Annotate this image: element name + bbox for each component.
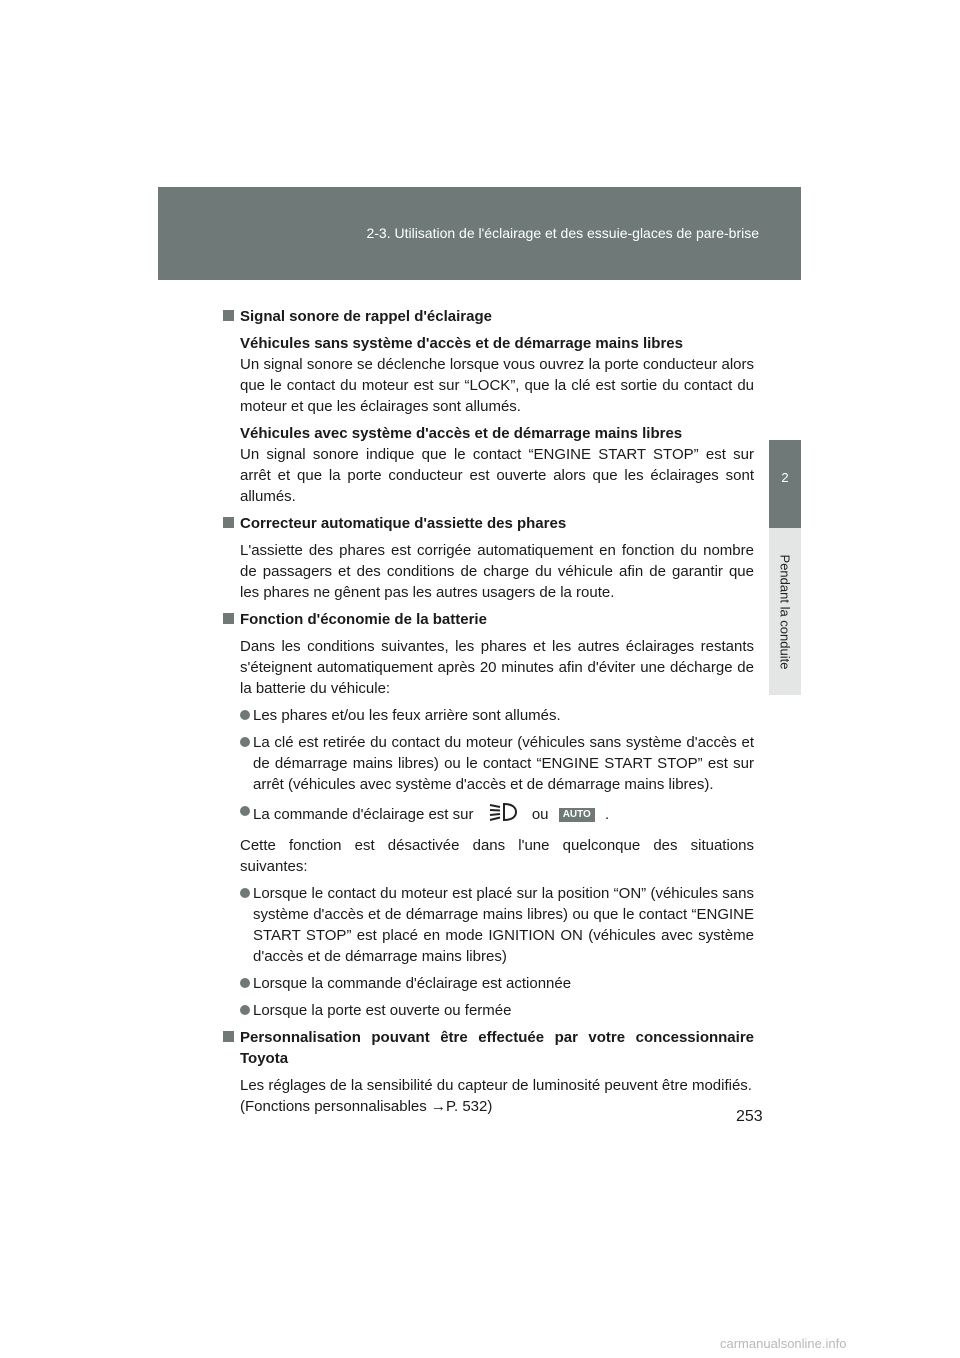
subsection-heading: Véhicules sans système d'accès et de démarrage mains libres [240,335,683,352]
list-item-text: ou [531,805,549,823]
subsection-heading: Véhicules avec système d'accès et de démarrage mains libres [240,425,683,442]
paragraph-text: (Fonctions personnalisables [240,1098,431,1115]
page-content [223,306,754,1123]
watermark: carmanualsonline.info [720,1336,847,1351]
section-heading [223,513,754,534]
paragraph: Dans les conditions suivantes, les phares et les autres éclairages restants s'éteignent automatiquement après 20 minutes afin d'éviter une décharge de la batterie du véhicule: [240,638,754,697]
chapter-header-band [158,187,801,280]
list-item-text: . [605,805,610,823]
section-square-icon [223,613,234,624]
chapter-tab-label: Pendant la conduite [777,554,793,669]
paragraph [223,1075,754,1117]
list-item [223,801,754,829]
chapter-tab [769,440,801,528]
list-item [223,973,754,994]
paragraph: Un signal sonore se déclenche lorsque vous ouvrez la porte conducteur alors que le contact du moteur est sur “LOCK”, que la clé est sortie du contact du moteur et que les éclairages sont allumés. [240,356,754,415]
section-square-icon [223,517,234,528]
page-reference: P. 532) [445,1098,493,1115]
chapter-tab-label-area [769,528,801,695]
paragraph: Cette fonction est désactivée dans l'une quelconque des situations suivantes: [240,837,754,875]
page-number: 253 [736,1108,763,1125]
bullet-dot-icon [240,1005,250,1015]
bullet-dot-icon [240,806,250,816]
section-heading-text: Fonction d'économie de la batterie [240,611,487,628]
list-item [223,1000,754,1021]
list-item-text: Lorsque la commande d'éclairage est actionnée [253,975,572,992]
list-item-text: La clé est retirée du contact du moteur (véhicules sans système d'accès et de démarrage mains libres) ou le contact “ENGINE START STOP” est sur arrêt (véhicules avec système d'accès et de démarrage mains libres). [253,734,754,793]
bullet-dot-icon [240,888,250,898]
headlight-icon [488,801,518,829]
bullet-dot-icon [240,710,250,720]
chapter-tab-number: 2 [781,470,789,485]
list-item [223,705,754,726]
list-item-text: Lorsque la porte est ouverte ou fermée [253,1002,512,1019]
section-heading-text: Personnalisation pouvant être effectuée par votre concessionnaire Toyota [240,1029,754,1067]
section-heading [223,1027,754,1069]
list-item-text: La commande d'éclairage est sur [253,805,474,823]
list-item [223,883,754,967]
list-item [223,732,754,795]
auto-badge-icon: AUTO [559,808,595,822]
bullet-dot-icon [240,737,250,747]
paragraph: L'assiette des phares est corrigée automatiquement en fonction du nombre de passagers et des conditions de charge du véhicule afin de garantir que les phares ne gênent pas les autres usagers de la route. [240,542,754,601]
bullet-dot-icon [240,978,250,988]
section-heading-text: Signal sonore de rappel d'éclairage [240,308,492,325]
paragraph-text: Les réglages de la sensibilité du capteur de luminosité peuvent être modifiés. [240,1077,752,1094]
section-heading [223,609,754,630]
section-heading-text: Correcteur automatique d'assiette des phares [240,515,567,532]
section-heading [223,306,754,327]
paragraph: Un signal sonore indique que le contact “ENGINE START STOP” est sur arrêt et que la porte conducteur est ouverte alors que les éclairages sont allumés. [240,446,754,505]
list-item-text: Les phares et/ou les feux arrière sont allumés. [253,707,561,724]
list-item-text: Lorsque le contact du moteur est placé sur la position “ON” (véhicules sans système d'accès et de démarrage mains libres) ou que le contact “ENGINE START STOP” est placé en mode IGNITION ON (véhicules avec système d'accès et de démarrage mains libres) [253,885,754,965]
section-square-icon [223,310,234,321]
arrow-icon: → [430,1098,446,1115]
chapter-title: 2-3. Utilisation de l'éclairage et des essuie-glaces de pare-brise [366,225,759,241]
section-square-icon [223,1031,234,1042]
